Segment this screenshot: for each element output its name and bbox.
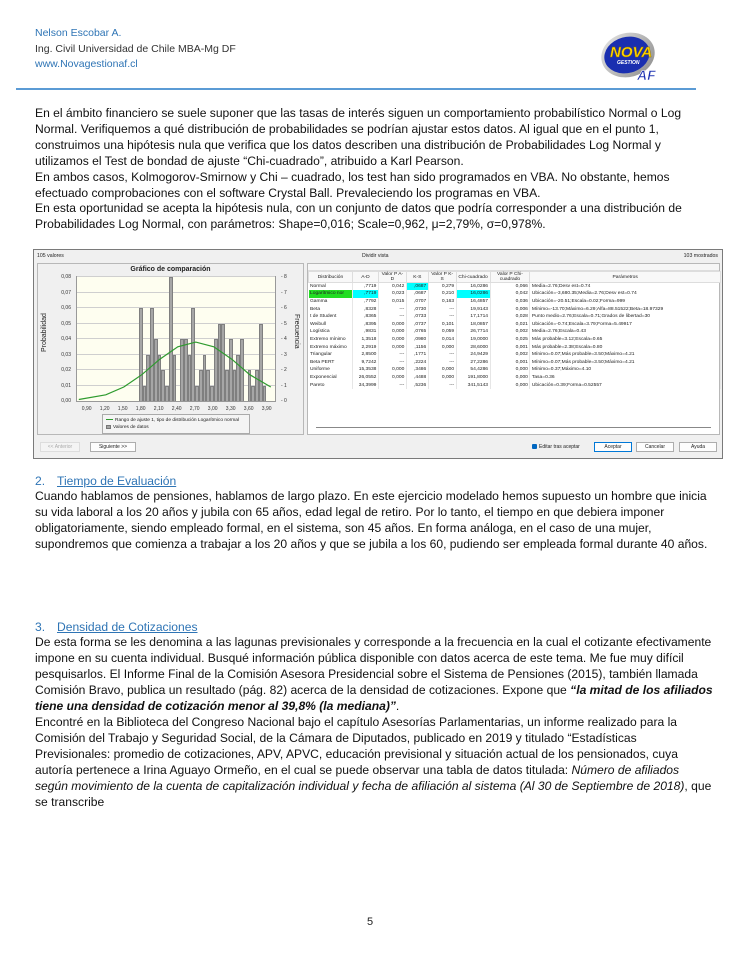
table-cell: 0,001 (490, 358, 530, 366)
column-header[interactable]: Valor P K-S (428, 272, 456, 283)
table-row[interactable] (309, 283, 721, 291)
y2-tick-label: - 6 (281, 305, 287, 311)
gray-box-icon (106, 425, 111, 429)
table-cell: Logarítmico nor (309, 290, 353, 298)
x-tick-label: 1,80 (135, 406, 146, 412)
table-row[interactable] (309, 313, 721, 321)
x-tick-label: 2,70 (189, 406, 200, 412)
y-tick-label: 0,01 (61, 382, 71, 389)
table-cell: Media=2.76;Desv est=0.74 (530, 283, 721, 291)
table-cell: Ubicación=-3,680.35;Media=2.76;Desv est=0.74 (530, 290, 721, 298)
table-cell: 9,7242 (352, 358, 378, 366)
accept-button[interactable]: Aceptar (594, 442, 632, 452)
table-cell: ,7719 (352, 283, 378, 291)
help-button[interactable]: Ayuda (679, 442, 717, 452)
table-cell: 0,101 (428, 320, 456, 328)
x-tick-label: 2,10 (153, 406, 164, 412)
table-cell: 28,6000 (456, 343, 490, 351)
table-cell: Triangular (309, 351, 353, 359)
table-cell: Gamma (309, 298, 353, 306)
legend-item-data: Valores de datos (106, 424, 246, 431)
table-cell: ,2224 (406, 358, 428, 366)
x-tick-label: 3,30 (225, 406, 236, 412)
table-cell: Pareto (309, 381, 353, 389)
table-cell: --- (428, 351, 456, 359)
column-header[interactable]: Chi-cuadrado (456, 272, 490, 283)
table-cell: 0,066 (490, 283, 530, 291)
column-header[interactable]: Valor P A-D (378, 272, 406, 283)
table-cell: --- (428, 381, 456, 389)
table-cell: ,1156 (406, 343, 428, 351)
table-cell: 19,9143 (456, 305, 490, 313)
table-row[interactable] (309, 381, 721, 389)
window-top-bar (34, 250, 722, 262)
y2-tick-label: - 4 (281, 336, 287, 342)
table-cell: 0,000 (378, 336, 406, 344)
section-2-text: Cuando hablamos de pensiones, hablamos de largo plazo. En este ejercicio modelado hemos supuesto un hombre que inicia su vida laboral a los 20 años y jubila con 65 años, edad legal de retiro. Por lo tanto, el tiempo en que debiera imponer obligatoriamente, siendo empleado formal, en el sistema, son 45 años. En forma análoga, en el caso de una mujer, supondremos que comienza a trabajar a los 20 años y que se jubila a los 60, pudiendo ser empleada formal durante 40 años. (35, 489, 708, 551)
y2-tick-label: - 1 (281, 382, 287, 389)
x-tick-label: 2,40 (171, 406, 182, 412)
author-title: Ing. Civil Universidad de Chile MBA-Mg DF (35, 42, 236, 55)
author-name: Nelson Escobar A. (35, 27, 122, 39)
table-cell: 0,001 (490, 343, 530, 351)
intro-paragraph-1: En el ámbito financiero se suele suponer que las tasas de interés siguen un comportamiento probabilístico Normal o Log Normal. Verifiquemos a qué distribución de probabilidades se podrían ajustar estos datos. Al igual que en el punto 1, construimos una hipótesis nula que verifica que los datos describen una distribución de Probabilidades Log Normal y utilizamos el Test de bondad de ajuste “Chi-cuadrado”, atribuido a Karl Pearson. (35, 106, 682, 168)
table-cell: 16,0286 (456, 283, 490, 291)
distribution-table (308, 271, 721, 389)
table-cell: 26,0552 (352, 374, 378, 382)
table-cell: Más probable=3.12;Escala=0.65 (530, 336, 721, 344)
table-cell: Mínimo=0.07;Más probable=3.50;Máximo=4.21 (530, 358, 721, 366)
y-tick-label: 0,06 (61, 305, 71, 311)
table-cell: Punto medio=2.76;Escala=0.71;Grados de libertad=30 (530, 313, 721, 321)
table-cell: 0,000 (378, 343, 406, 351)
column-header[interactable]: K-S (406, 272, 428, 283)
table-row[interactable] (309, 298, 721, 306)
table-cell: Beta PERT (309, 358, 353, 366)
y-tick-label: 0,02 (61, 367, 71, 373)
table-cell: --- (378, 313, 406, 321)
table-row[interactable] (309, 358, 721, 366)
horizontal-scrollbar[interactable] (316, 427, 711, 428)
y2-tick-label: - 5 (281, 320, 287, 327)
y-tick-label: 0,08 (61, 274, 71, 280)
table-cell: Mínimo=0.37;Máximo=4.10 (530, 366, 721, 374)
green-line-icon (106, 419, 113, 420)
table-cell: ,0687 (406, 283, 428, 291)
table-cell: --- (378, 351, 406, 359)
page-header (35, 26, 236, 73)
table-cell: 0,042 (490, 290, 530, 298)
intro-paragraph-3: En esta oportunidad se acepta la hipótesis nula, con un conjunto de datos que podría corresponder a una distribución de Probabilidades Log Normal, con parámetros: Shape=0,016; Scale=0,962, μ=2,79%, σ=0,978%. (35, 201, 682, 232)
table-cell: Normal (309, 283, 353, 291)
previous-button[interactable]: << Anterior (40, 442, 80, 452)
column-header[interactable]: Parámetros (530, 272, 721, 283)
table-cell: ,0737 (406, 320, 428, 328)
table-cell: 0,000 (378, 366, 406, 374)
table-cell: ,0980 (406, 336, 428, 344)
y-tick-label: 0,00 (61, 398, 71, 404)
table-cell: 17,1714 (456, 313, 490, 321)
table-cell: ,3486 (406, 366, 428, 374)
table-cell: 0,002 (490, 328, 530, 336)
section-number: 2. (35, 474, 46, 488)
table-cell: Mínimo=-13.70;Máximo=6.29;Alfa=88.51522;Beta=18.97329 (530, 305, 721, 313)
intro-paragraph-2: En ambos casos, Kolmogorov-Smirnow y Chi – cuadrado, los test han sido programados en VBA. No obstante, hemos efectuado comprobaciones con el software Crystal Ball. Prevaleciendo los programas en VBA. (35, 169, 670, 200)
column-header[interactable]: A-D (352, 272, 378, 283)
y2-tick-label: - 8 (281, 274, 287, 280)
table-cell: ,8328 (352, 305, 378, 313)
table-cell: 0,059 (428, 328, 456, 336)
x-tick-label: 3,90 (261, 406, 272, 412)
svg-text:NOVA: NOVA (610, 44, 653, 61)
table-cell: ,9831 (352, 328, 378, 336)
table-cell: 16,0286 (456, 290, 490, 298)
window-button-bar (34, 436, 722, 458)
section-title[interactable]: Densidad de Cotizaciones (57, 620, 198, 634)
y-tick-label: 0,07 (61, 289, 71, 296)
y-tick-label: 0,04 (61, 336, 71, 342)
shown-count: 103 mostrados (683, 253, 718, 259)
table-cell: 2,8500 (352, 351, 378, 359)
section-3-paragraph-2: Encontré en la Biblioteca del Congreso Nacional bajo el capítulo Asesorías Parlamentarias, un informe realizado para la Comisión del Trabajo y Seguridad Social, de la Cámara de Diputados, publicado en 2019 y titulado “Estadísticas Previsionales: promedio de cotizaciones, APV, APVC, educación previsional y situación actual de los pensionados, cuya autoría pertenece a Irina Aguayo Ormeño, en el cual se puede observar una tabla de datos titulada: Número de afiliados según movimiento de la cuenta de capitalización individual y fecha de afiliación al sistema (Al 30 de Septiembre de 2018), que se transcribe (35, 715, 712, 809)
y-axis-label: Probabilidad (41, 313, 48, 352)
table-cell: ,7719 (352, 290, 378, 298)
table-cell: --- (428, 305, 456, 313)
table-cell: ,7792 (352, 298, 378, 306)
y2-tick-label: - 3 (281, 351, 287, 358)
chart-legend (102, 414, 250, 434)
table-cell: ,8365 (352, 313, 378, 321)
y2-tick-label: - 0 (281, 398, 287, 404)
table-cell: 15,3538 (352, 366, 378, 374)
table-cell: Media=2.76;Escala=0.43 (530, 328, 721, 336)
table-cell: --- (378, 305, 406, 313)
table-cell: Ubicación=-20.51;Escala=0.02;Forma=999 (530, 298, 721, 306)
table-cell: t de Student (309, 313, 353, 321)
y2-tick-label: - 7 (281, 289, 287, 296)
table-cell: Tasa=0.36 (530, 374, 721, 382)
table-cell: Más probable=2.38;Escala=0.80 (530, 343, 721, 351)
table-row[interactable] (309, 320, 721, 328)
edit-after-accept-checkbox[interactable]: Editar tras aceptar (532, 444, 580, 450)
table-cell: 0,002 (490, 351, 530, 359)
section-3-heading[interactable] (35, 619, 198, 635)
table-cell: ,4488 (406, 374, 428, 382)
table-row[interactable] (309, 343, 721, 351)
quote-bold-italic: “la mitad de los afiliados tiene una densidad de cotización menor al 39,8% (la mediana)” (35, 682, 713, 713)
table-title-italic: Número de afiliados según movimiento de la cuenta de capitalización individual y fecha de afiliación al sistema (Al 30 de Septiembre de 2018) (35, 762, 685, 793)
comparison-chart (37, 263, 304, 435)
table-cell: Uniforme (309, 366, 353, 374)
table-cell: 19,0000 (456, 336, 490, 344)
legend-item-fit: Rango de ajuste 1, tipo de distribución Logarítmico normal (106, 417, 246, 424)
chart-title: Gráfico de comparación (130, 266, 211, 273)
table-cell: Logística (309, 328, 353, 336)
table-cell: 27,2286 (456, 358, 490, 366)
table-cell: 0,000 (378, 320, 406, 328)
table-cell: 34,3999 (352, 381, 378, 389)
distribution-table-pane (307, 263, 720, 435)
table-cell: --- (378, 381, 406, 389)
section-3-paragraph-1: De esta forma se les denomina a las lagunas previsionales y corresponde a la frecuencia en la cual el cotizante efectivamente impone en su cuenta individual. Busqué información pública disponible con datos acerca de este tema. Me fue muy difícil pesquisarlos. El Informe Final de la Comisión Asesora Presidencial sobre el Sistema de Pensiones (2015), también llamada Comisión Bravo, publica un resultado (pág. 82) acerca de la densidad de cotizaciones. Expone que “la mitad de los afiliados tiene una densidad de cotización menor al 39,8% (la mediana)”. (35, 635, 713, 713)
table-cell: 26,7714 (456, 328, 490, 336)
x-tick-label: 1,20 (99, 406, 110, 412)
table-cell: 0,014 (428, 336, 456, 344)
table-cell: Ubicación=-0.74;Escala=3.79;Forma=5.49917 (530, 320, 721, 328)
nova-gestion-logo (597, 28, 663, 86)
table-cell: --- (378, 358, 406, 366)
website-link[interactable]: www.Novagestionaf.cl (35, 58, 138, 70)
x-tick-label: 1,50 (117, 406, 128, 412)
table-cell: 0,021 (490, 320, 530, 328)
table-cell: Extremo máximo (309, 343, 353, 351)
table-cell: 0,000 (428, 374, 456, 382)
table-cell: ,0765 (406, 328, 428, 336)
table-cell: ,0707 (406, 298, 428, 306)
x-tick-label: 0,90 (81, 406, 92, 412)
table-row[interactable] (309, 374, 721, 382)
table-cell: Extremo mínimo (309, 336, 353, 344)
column-header[interactable]: Valor P Chi-cuadrado (490, 272, 530, 283)
y-tick-label: 0,05 (61, 320, 71, 327)
y-tick-label: 0,03 (61, 351, 71, 358)
table-cell: Ubicación=0.39;Forma=0.52557 (530, 381, 721, 389)
table-row[interactable] (309, 366, 721, 374)
table-row[interactable] (309, 290, 721, 298)
table-cell: ,0733 (406, 313, 428, 321)
table-cell: ,0730 (406, 305, 428, 313)
table-cell: 341,5143 (456, 381, 490, 389)
plot-area (76, 276, 276, 402)
svg-text:GESTION: GESTION (617, 60, 640, 66)
table-cell: 0,025 (490, 336, 530, 344)
table-cell: 16,4857 (456, 298, 490, 306)
table-row[interactable] (309, 328, 721, 336)
table-cell: 0,000 (490, 374, 530, 382)
table-cell: 0,023 (378, 290, 406, 298)
section-title[interactable]: Tiempo de Evaluación (57, 474, 177, 488)
lognormal-fit-curve (77, 277, 275, 401)
table-row[interactable] (309, 305, 721, 313)
table-cell: 0,036 (490, 298, 530, 306)
table-cell: 0,210 (428, 290, 456, 298)
svg-text:AF: AF (637, 67, 656, 83)
header-divider (16, 88, 696, 90)
table-cell: 24,9429 (456, 351, 490, 359)
table-cell: 0,000 (428, 366, 456, 374)
table-row[interactable] (309, 351, 721, 359)
table-cell: 0,000 (378, 374, 406, 382)
table-cell: --- (428, 358, 456, 366)
table-cell: 0,000 (490, 381, 530, 389)
table-cell: 0,028 (490, 313, 530, 321)
x-tick-label: 3,00 (207, 406, 218, 412)
split-view-button[interactable]: Dividir vista (362, 253, 389, 259)
intro-text (35, 106, 715, 233)
cancel-button[interactable]: Cancelar (636, 442, 674, 452)
table-cell: --- (428, 313, 456, 321)
table-cell: Weibull (309, 320, 353, 328)
x-tick-label: 3,60 (243, 406, 254, 412)
table-cell: 2,2919 (352, 343, 378, 351)
table-cell: 0,042 (378, 283, 406, 291)
values-count: 105 valores (37, 253, 64, 259)
table-cell: Exponencial (309, 374, 353, 382)
section-number: 3. (35, 620, 46, 634)
table-cell: 54,4286 (456, 366, 490, 374)
table-cell: 0,006 (490, 305, 530, 313)
table-cell: 1,3518 (352, 336, 378, 344)
crystal-ball-fit-window (33, 249, 723, 459)
table-cell: 0,000 (428, 343, 456, 351)
table-row[interactable] (309, 336, 721, 344)
table-cell: 0,000 (378, 328, 406, 336)
table-cell: ,1771 (406, 351, 428, 359)
y2-tick-label: - 2 (281, 367, 287, 373)
table-cell: 0,015 (378, 298, 406, 306)
table-cell: 18,0857 (456, 320, 490, 328)
y2-axis-label: Frecuencia (293, 314, 300, 349)
checkbox-checked-icon[interactable] (532, 444, 537, 449)
table-cell: ,5236 (406, 381, 428, 389)
column-header[interactable]: Distribución (309, 272, 353, 283)
table-cell: Mínimo=0.07;Más probable=3.50;Máximo=4.21 (530, 351, 721, 359)
table-cell: Beta (309, 305, 353, 313)
next-button[interactable]: Siguiente >> (90, 442, 136, 452)
page-number: 5 (366, 916, 374, 928)
table-cell: 0,000 (490, 366, 530, 374)
table-cell: 0,279 (428, 283, 456, 291)
table-cell: 0,163 (428, 298, 456, 306)
table-cell: ,8395 (352, 320, 378, 328)
table-cell: 191,8000 (456, 374, 490, 382)
section-2-heading[interactable] (35, 473, 176, 489)
table-cell: ,0687 (406, 290, 428, 298)
table-band (308, 264, 719, 271)
